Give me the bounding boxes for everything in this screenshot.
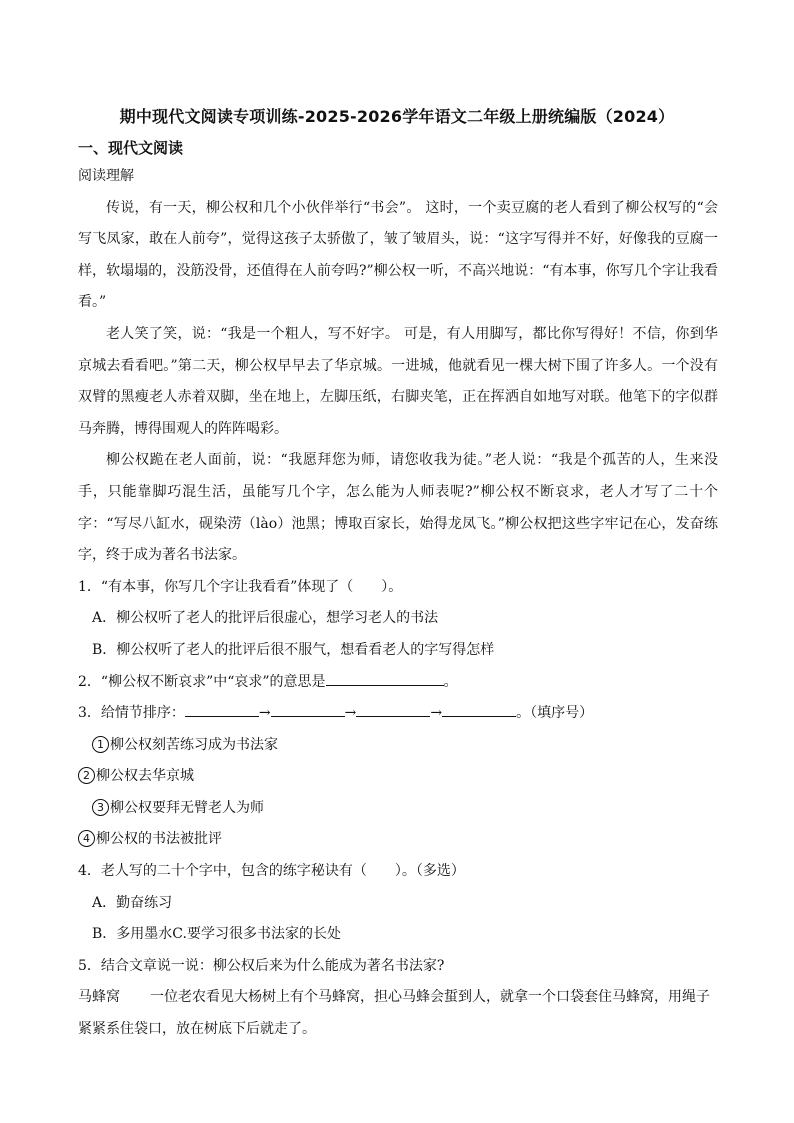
question-4-option-a[interactable]: A．勤奋练习 <box>92 894 173 911</box>
passage-paragraph-3: 柳公权跪在老人面前，说：“我愿拜您为师，请您收我为徒。”老人说：“我是个孤苦的人，生来没手，只能靠脚巧混生活，虽能写几个字，怎么能为人师表呢?”柳公权不断哀求，老人才写了二十个字：“写尽八缸水，砚染涝（lào）池黑；博取百家长，始得龙凤飞。”柳公权把这些字牢记在心，发奋练字，终于成为著名书法家。 <box>78 452 718 564</box>
arrow: → <box>258 705 271 722</box>
arrow: → <box>344 705 357 722</box>
second-passage-title: 马蜂窝 <box>78 989 120 1006</box>
question-2 <box>78 667 718 699</box>
circled-number: 1 <box>92 736 109 753</box>
question-1-option-b[interactable]: B．柳公权听了老人的批评后很不服气，想看看老人的字写得怎样 <box>92 641 495 658</box>
passage-paragraph-2: 老人笑了笑，说：“我是一个粗人，写不好字。 可是，有人用脚写，都比你写得好！不信，你到华京城去看看吧。”第二天，柳公权早早去了华京城。一进城，他就看见一棵大树下围了许多人。一个没有双臂的黑瘦老人赤着双脚，坐在地上，左脚压纸，右脚夹笔，正在挥洒自如地写对联。他笔下的字似群马奔腾，博得围观人的阵阵喝彩。 <box>78 325 718 437</box>
section-heading: 一、现代文阅读 <box>78 139 184 157</box>
answer-blank-3[interactable] <box>356 698 430 717</box>
question-2-end: 。 <box>443 673 458 690</box>
question-1-option-a[interactable]: A．柳公权听了老人的批评后很虚心，想学习老人的书法 <box>92 610 439 627</box>
document-title: 期中现代文阅读专项训练-2025-2026学年语文二年级上册统编版（2024） <box>119 107 675 126</box>
circled-number: 2 <box>78 767 95 784</box>
circled-number: 4 <box>78 830 95 847</box>
question-5-stem: 5．结合文章说一说：柳公权后来为什么能成为著名书法家? <box>78 957 445 974</box>
plot-item-text: 柳公权去华京城 <box>96 768 194 785</box>
second-passage <box>78 982 718 1045</box>
plot-item <box>78 793 718 825</box>
answer-blank[interactable] <box>326 667 444 686</box>
plot-item-text: 柳公权的书法被批评 <box>96 831 222 848</box>
plot-item <box>78 761 718 793</box>
question-4-stem: 4．老人写的二十个字中，包含的练字秘诀有（ ）。（多选） <box>78 863 465 880</box>
question-2-stem: 2．“柳公权不断哀求”中“哀求”的意思是 <box>78 673 326 690</box>
second-passage-text: 一位老农看见大杨树上有个马蜂窝，担心马蜂会蜇到人，就拿一个口袋套住马蜂窝，用绳子紧紧系住袋口，放在树底下后就走了。 <box>78 989 710 1038</box>
plot-item <box>78 730 718 762</box>
answer-blank-4[interactable] <box>442 698 516 717</box>
arrow: → <box>430 705 443 722</box>
content-body <box>78 161 718 1046</box>
circled-number: 3 <box>92 799 109 816</box>
passage-paragraph-1: 传说，有一天，柳公权和几个小伙伴举行“书会”。 这时，一个卖豆腐的老人看到了柳公权写的“会写飞凤家，敢在人前夸”，觉得这孩子太骄傲了，皱了皱眉头，说：“这字写得并不好，好像我的豆腐一样，软塌塌的，没筋没骨，还值得在人前夸吗?”柳公权一听，不高兴地说：“有本事，你写几个字让我看看。” <box>78 199 718 311</box>
plot-item-text: 柳公权刻苦练习成为书法家 <box>110 736 278 753</box>
answer-blank-2[interactable] <box>271 698 345 717</box>
question-3-note: 。（填序号） <box>516 705 594 722</box>
question-3-stem: 3．给情节排序： <box>78 705 185 722</box>
question-3 <box>78 698 718 730</box>
question-1-stem: 1．“有本事，你写几个字让我看看”体现了（ ）。 <box>78 578 403 595</box>
plot-item-text: 柳公权要拜无臂老人为师 <box>110 799 264 816</box>
answer-blank-1[interactable] <box>185 698 259 717</box>
question-4-option-b[interactable]: B．多用墨水C.要学习很多书法家的长处 <box>92 926 341 943</box>
reading-subheading: 阅读理解 <box>78 168 134 184</box>
plot-item <box>78 824 718 856</box>
